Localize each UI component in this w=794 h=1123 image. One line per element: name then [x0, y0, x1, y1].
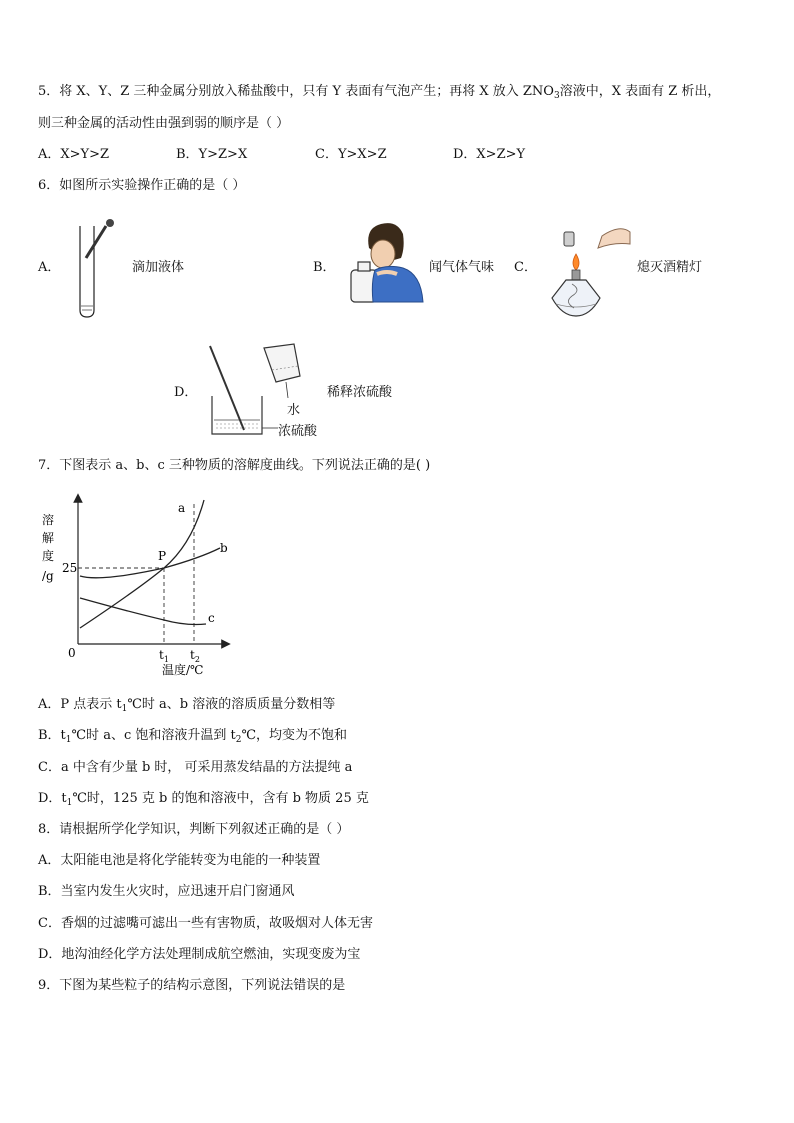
- q6-option-a-text: 滴加液体: [132, 260, 185, 275]
- ylabel-char-4: /g: [42, 569, 54, 583]
- ylabel-char-3: 度: [42, 549, 55, 563]
- q7-option-b: B．$t_1℃$时 a、c 饱和溶液升温到 $t_2℃$，均变为不饱和: [38, 728, 347, 745]
- q6-option-d-text: 稀释浓硫酸: [327, 385, 393, 400]
- curve-c-label: c: [208, 611, 215, 625]
- ylabel-char-1: 溶: [42, 513, 55, 527]
- q5-subscript: 3: [553, 91, 560, 101]
- curve-a: [80, 500, 204, 628]
- curve-a-label: a: [178, 501, 186, 515]
- xlabel: 温度/℃: [162, 663, 204, 677]
- q8-option-d: D．地沟油经化学方法处理制成航空燃油，实现变废为宝: [38, 947, 361, 962]
- q5-option-b: B．Y>Z>X: [176, 147, 248, 162]
- dropper-test-tube-illustration: [68, 218, 128, 320]
- q5-stem-line1: [38, 84, 720, 104]
- y-tick-25: 25: [62, 561, 78, 575]
- q5-stem-part2: 溶液中，X 表面有 Z 析出，: [559, 84, 721, 99]
- origin-label: 0: [68, 646, 76, 660]
- q8-option-a: A．太阳能电池是将化学能转变为电能的一种装置: [38, 853, 321, 868]
- q6-option-c-letter: C．: [514, 260, 537, 275]
- q6-option-a-letter: A．: [38, 260, 61, 275]
- q5-option-c: C．Y>X>Z: [315, 147, 387, 162]
- q6-option-b-text: 闻气体气味: [429, 260, 495, 275]
- q6-option-c-text: 熄灭酒精灯: [637, 260, 703, 275]
- q6-label-acid: 浓硫酸: [278, 424, 318, 439]
- q8-option-b: B．当室内发生火灾时，应迅速开启门窗通风: [38, 884, 295, 899]
- q5-stem-line2: 则三种金属的活动性由强到弱的顺序是（ ）: [38, 116, 290, 131]
- q5-stem-part1: 5．将 X、Y、Z 三种金属分别放入稀盐酸中，只有 Y 表面有气泡产生；再将 X 放入 ZNO: [38, 84, 554, 99]
- point-p-label: P: [158, 549, 167, 563]
- solubility-curve-graph: [40, 492, 250, 682]
- q6-option-d-letter: D．: [174, 385, 198, 400]
- q7-stem: 7．下图表示 a、b、c 三种物质的溶解度曲线。下列说法正确的是( ): [38, 458, 431, 473]
- q8-stem: 8．请根据所学化学知识，判断下列叙述正确的是（ ）: [38, 822, 350, 837]
- q5-option-d: D．X>Z>Y: [453, 147, 526, 162]
- q8-option-c: C．香烟的过滤嘴可滤出一些有害物质，故吸烟对人体无害: [38, 916, 373, 931]
- t1-label: $t_1$: [159, 648, 169, 664]
- ylabel-char-2: 解: [42, 531, 55, 545]
- q7-option-c: C．a 中含有少量 b 时， 可采用蒸发结晶的方法提纯 a: [38, 760, 353, 775]
- alcohol-lamp-illustration: [542, 218, 634, 322]
- q7-option-d: D．$t_1℃$时，125 克 b 的饱和溶液中，含有 b 物质 25 克: [38, 791, 369, 808]
- curve-c: [80, 598, 206, 625]
- curve-b-label: b: [220, 541, 228, 555]
- q6-option-b-letter: B．: [313, 260, 336, 275]
- t2-label: $t_2$: [190, 648, 200, 664]
- q6-stem: 6．如图所示实验操作正确的是（ ）: [38, 178, 246, 193]
- q7-option-a: A．P 点表示 $t_1℃$时 a、b 溶液的溶质质量分数相等: [38, 697, 336, 714]
- q5-option-a: A．X>Y>Z: [38, 147, 110, 162]
- curve-b: [80, 548, 220, 578]
- smelling-gas-illustration: [347, 218, 427, 304]
- q9-stem: 9．下图为某些粒子的结构示意图，下列说法错误的是: [38, 978, 346, 993]
- q6-label-water: 水: [287, 403, 301, 418]
